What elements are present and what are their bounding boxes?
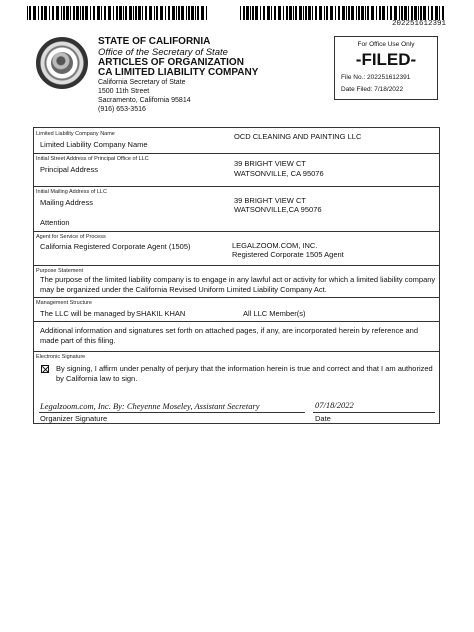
barcode-bar [260,6,261,20]
state-title: STATE OF CALIFORNIA [98,36,211,47]
barcode-bar [435,6,438,20]
barcode-bar [431,6,433,20]
barcode-bar [145,6,147,20]
barcode-bar [168,6,170,20]
barcode-bar [420,6,422,20]
affirm-checkbox-icon [41,365,49,373]
barcode-bar [255,6,258,20]
barcode-bar [324,6,325,20]
address-line-1: California Secretary of State [98,79,186,86]
barcode-bar [326,6,328,20]
llc-name-value: OCD CLEANING AND PAINTING LLC [234,132,362,141]
barcode-number: 202251612391 [391,20,446,28]
barcode-bar [283,6,284,20]
barcode-bar [335,6,336,20]
barcode-bar [176,6,177,20]
barcode-bar [299,6,302,20]
date-line [313,412,435,413]
barcode-bar [188,6,190,20]
mailing-line-2: WATSONVILLE,CA 95076 [234,205,322,214]
mailing-label: Mailing Address [40,198,93,207]
barcode-left [27,6,209,20]
barcode-bar [376,6,377,20]
barcode-bar [271,6,272,20]
barcode-right [240,6,446,20]
street-line-2: WATSONVILLE, CA 95076 [234,169,324,178]
agent-line-2: Registered Corporate 1505 Agent [232,250,344,259]
barcode-bar [246,6,249,20]
barcode-bar [195,6,196,20]
barcode-bar [401,6,403,20]
barcode-bar [399,6,400,20]
barcode-bar [38,6,39,20]
management-caption: Management Structure [36,300,92,306]
office-use-label: For Office Use Only [357,41,415,48]
divider [34,321,439,322]
barcode-bar [33,6,36,20]
barcode-bar [66,6,69,20]
barcode-bar [439,6,440,20]
affirm-text: By signing, I affirm under penalty of perjury that the information herein is true and correct and that I am authorized by California law to sign. [56,364,433,383]
barcode-bar [356,6,357,20]
file-number: File No.: 202251612391 [341,74,411,81]
barcode-bar [305,6,307,20]
barcode-bar [61,6,62,20]
form-box [33,127,440,424]
barcode-bar [156,6,158,20]
barcode-bar [138,6,141,20]
agent-caption: Agent for Service of Process [36,234,106,240]
barcode-bar [351,6,354,20]
barcode-bar [206,6,207,20]
attention-label: Attention [40,218,70,227]
divider [34,351,439,352]
barcode-bar [315,6,317,20]
barcode-bar [108,6,111,20]
barcode-bar [295,6,297,20]
office-use-box [334,36,438,100]
barcode-bar [361,6,364,20]
barcode-bar [172,6,175,20]
barcode-bar [338,6,340,20]
barcode-bar [348,6,350,20]
barcode-bar [129,6,132,20]
barcode-bar [423,6,426,20]
agent-line-1: LEGALZOOM.COM, INC. [232,241,318,250]
barcode-bar [154,6,155,20]
barcode-bar [418,6,419,20]
signature-caption: Electronic Signature [36,354,86,360]
mailing-caption: Initial Mailing Address of LLC [36,189,107,195]
mailing-line-1: 39 BRIGHT VIEW CT [234,196,306,205]
barcode-bar [293,6,294,20]
barcode-bar [113,6,114,20]
organizer-signature-label: Organizer Signature [40,414,108,423]
barcode-bar [303,6,304,20]
barcode-bar [250,6,251,20]
barcode-bar [149,6,152,20]
barcode-bar [358,6,360,20]
barcode-bar [319,6,322,20]
barcode-bar [371,6,374,20]
barcode-bar [76,6,79,20]
barcode-bar [414,6,417,20]
document-title: ARTICLES OF ORGANIZATION [98,57,244,68]
barcode-bar [27,6,28,20]
barcode-bar [125,6,127,20]
barcode-bar [44,6,47,20]
barcode-bar [29,6,31,20]
divider [34,153,439,154]
barcode-bar [186,6,187,20]
barcode-bar [165,6,166,20]
barcode-bar [85,6,88,20]
address-line-3: Sacramento, California 95814 [98,97,191,104]
barcode-bar [73,6,75,20]
manager-name: SHAKIL KHAN [136,309,186,318]
barcode-bar [101,6,102,20]
barcode-bar [394,6,397,20]
barcode-bar [379,6,381,20]
barcode-bar [93,6,95,20]
barcode-bar [252,6,254,20]
barcode-bar [197,6,199,20]
barcode-bar [90,6,91,20]
barcode-bar [135,6,137,20]
barcode-bar [411,6,413,20]
divider [34,231,439,232]
barcode-bar [342,6,345,20]
llc-name-caption: Limited Liability Company Name [36,131,115,137]
barcode-bar [63,6,65,20]
barcode-bar [119,6,122,20]
barcode-bar [267,6,270,20]
barcode-bar [41,6,43,20]
street-caption: Initial Street Address of Principal Office of LLC [36,156,149,162]
barcode-bar [263,6,265,20]
barcode-bar [133,6,134,20]
document-subtitle: CA LIMITED LIABILITY COMPANY [98,67,259,78]
barcode-bar [289,6,292,20]
signature-line [39,412,305,413]
barcode-bar [116,6,118,20]
barcode-bar [178,6,180,20]
barcode-bar [142,6,143,20]
barcode-bar [274,6,276,20]
barcode-bar [181,6,184,20]
barcode-bar [49,6,50,20]
street-line-1: 39 BRIGHT VIEW CT [234,159,306,168]
barcode-bar [123,6,124,20]
barcode-bar [382,6,385,20]
signature-date: 07/18/2022 [315,400,354,410]
date-label: Date [315,414,331,423]
organizer-signature: Legalzoom.com, Inc. By: Cheyenne Moseley, Assistant Secretary [40,401,260,411]
barcode-bar [82,6,84,20]
barcode-bar [52,6,54,20]
barcode-bar [70,6,71,20]
barcode-bar [286,6,288,20]
barcode-bar [367,6,369,20]
barcode-bar [191,6,194,20]
agent-label: California Registered Corporate Agent (1505) [40,242,191,251]
state-seal-icon [36,37,88,89]
barcode-bar [346,6,347,20]
additional-info-text: Additional information and signatures set forth on attached pages, if any, are incorporated herein by reference and made part of this filing. [40,326,419,345]
office-name: Office of the Secretary of State [98,47,228,58]
street-label: Principal Address [40,165,98,174]
barcode-bar [404,6,407,20]
barcode-bar [160,6,163,20]
barcode-bar [97,6,100,20]
barcode-bar [390,6,392,20]
barcode-bar [408,6,409,20]
barcode-bar [278,6,281,20]
barcode-bar [308,6,311,20]
date-filed: Date Filed: 7/18/2022 [341,86,404,93]
barcode-bar [240,6,241,20]
divider [34,186,439,187]
phone-number: (916) 653-3516 [98,106,146,113]
purpose-caption: Purpose Statement [36,268,84,274]
purpose-text: The purpose of the limited liability company is to engage in any lawful act or activity for which a limited liability company may be organized under the California Revised Uniform Limited Liability Company Act. [40,275,436,294]
barcode-bar [104,6,106,20]
barcode-bar [312,6,313,20]
barcode-bar [330,6,333,20]
barcode-bar [201,6,204,20]
barcode-bar [56,6,59,20]
divider [34,265,439,266]
address-line-2: 1500 11th Street [98,88,150,95]
barcode-bar [387,6,388,20]
managed-by-members: All LLC Member(s) [243,309,306,318]
barcode-bar [243,6,245,20]
barcode-bar [365,6,366,20]
barcode-bar [442,6,444,20]
barcode-bar [428,6,429,20]
llc-name-label: Limited Liability Company Name [40,140,148,149]
barcode-bar [80,6,81,20]
filed-status: -FILED- [355,50,417,69]
management-text: The LLC will be managed by [40,309,136,318]
divider [34,297,439,298]
